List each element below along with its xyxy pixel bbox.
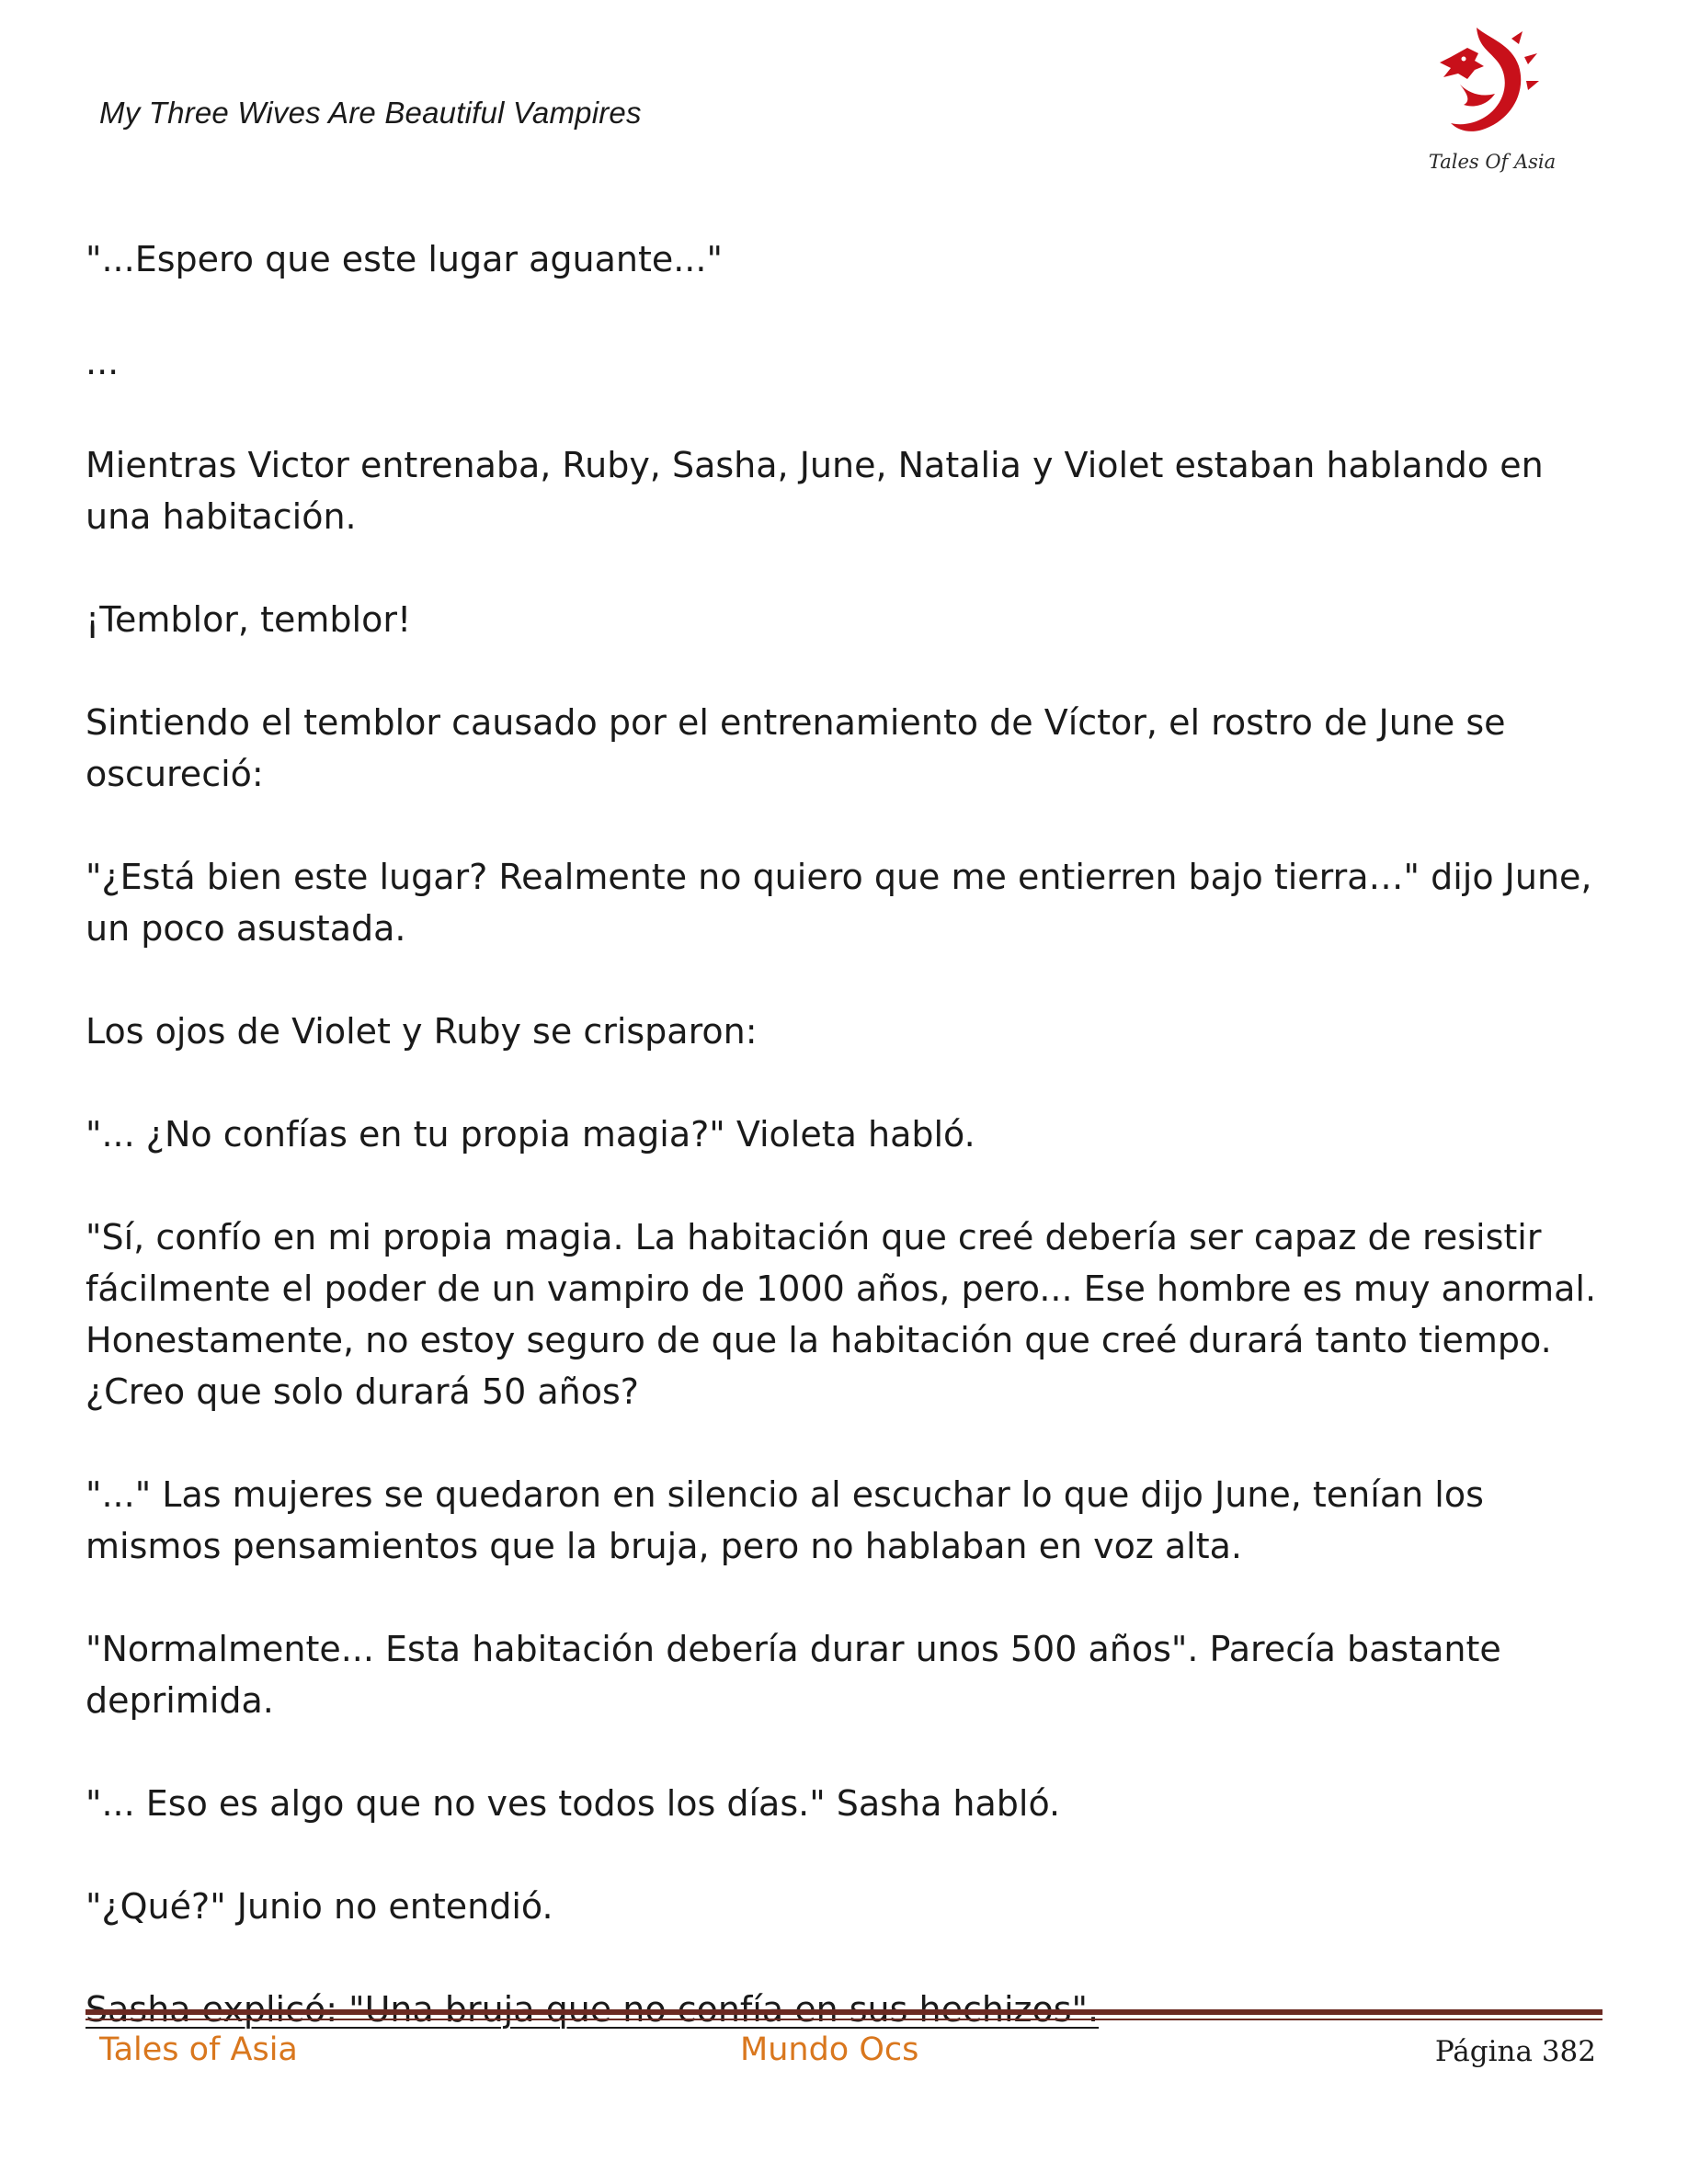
logo-caption: Tales Of Asia: [1428, 151, 1557, 173]
red-dragon-icon: [1423, 20, 1561, 158]
paragraph: "Sí, confío en mi propia magia. La habitación que creé debería ser capaz de resistir fácilmente el poder de un vampiro de 1000 años, pero... Ese hombre es muy anormal. Honestamente, no estoy seguro de que la habitación que creé durará tanto tiempo. ¿Creo que solo durará 50 años?: [86, 1217, 1597, 1412]
paragraph: "...Espero que este lugar aguante...": [86, 239, 723, 279]
paragraph: "..." Las mujeres se quedaron en silencio al escuchar lo que dijo June, tenían los mismos pensamientos que la bruja, pero no hablaban en voz alta.: [86, 1474, 1484, 1566]
paragraph: "¿Qué?" Junio no entendió.: [86, 1886, 553, 1927]
page-number: Página 382: [1434, 2035, 1596, 2068]
paragraph: Los ojos de Violet y Ruby se crisparon:: [86, 1011, 758, 1052]
footer-publisher: Tales of Asia: [99, 2031, 298, 2068]
footer-group: Mundo Ocs: [740, 2031, 919, 2068]
chapter-body: [86, 233, 1612, 2035]
paragraph: "Normalmente... Esta habitación debería durar unos 500 años". Parecía bastante deprimida.: [86, 1629, 1501, 1721]
page-header-title: My Three Wives Are Beautiful Vampires: [99, 96, 642, 130]
paragraph: ¡Temblor, temblor!: [86, 599, 412, 640]
footer-divider: [86, 2009, 1602, 2015]
tales-of-asia-logo: [1423, 20, 1561, 182]
paragraph: ...: [86, 342, 120, 382]
paragraph: Sintiendo el temblor causado por el entrenamiento de Víctor, el rostro de June se oscureció:: [86, 702, 1506, 794]
paragraph: "¿Está bien este lugar? Realmente no quiero que me entierren bajo tierra…" dijo June, un poco asustada.: [86, 857, 1592, 949]
paragraph: "... Eso es algo que no ves todos los días." Sasha habló.: [86, 1783, 1061, 1824]
footer-divider-thin: [86, 2019, 1602, 2020]
paragraph: Mientras Victor entrenaba, Ruby, Sasha, June, Natalia y Violet estaban hablando en una habitación.: [86, 445, 1544, 537]
paragraph: "... ¿No confías en tu propia magia?" Violeta habló.: [86, 1114, 975, 1155]
